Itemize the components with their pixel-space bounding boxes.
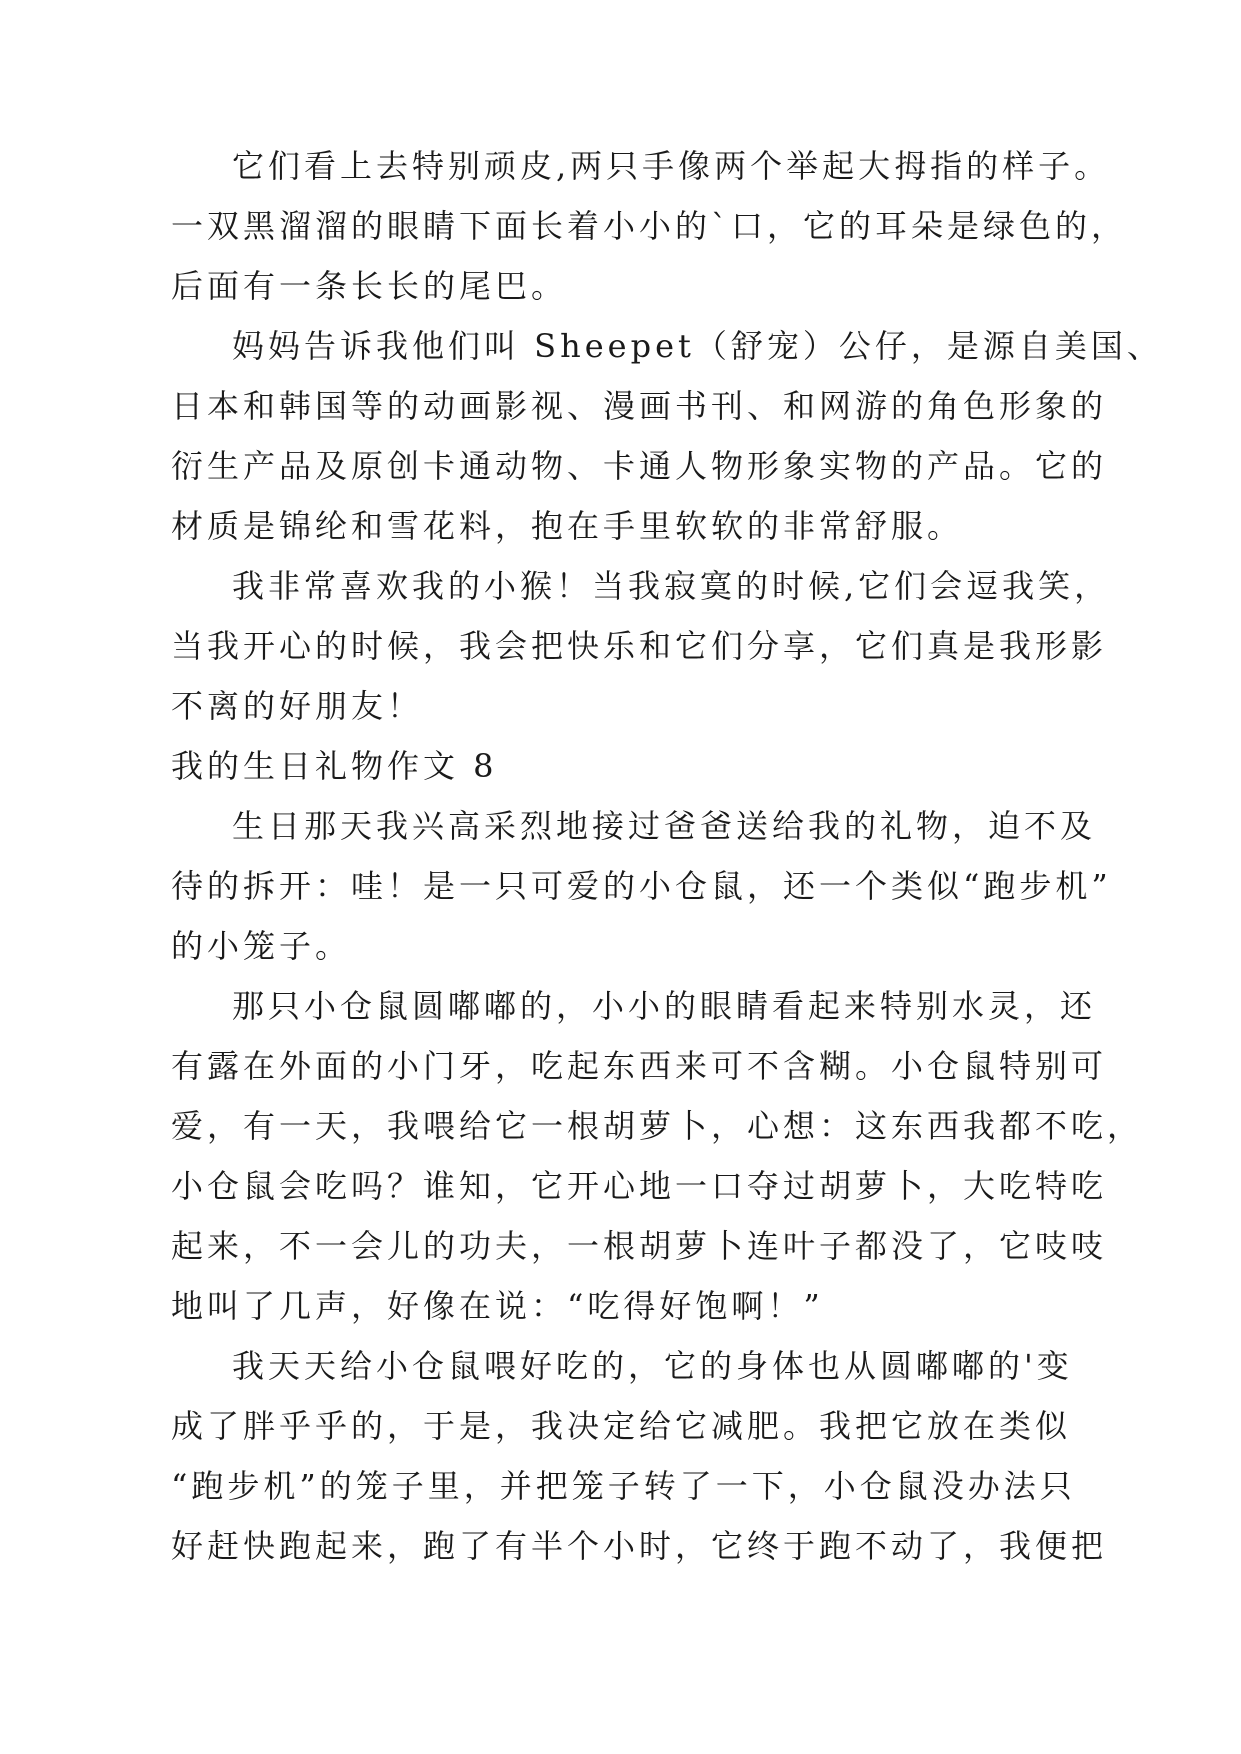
text-line: 有露在外面的小门牙，吃起东西来可不含糊。小仓鼠特别可	[171, 1047, 1108, 1085]
text-line: 妈妈告诉我他们叫 Sheepet（舒宠）公仔，是源自美国、	[232, 327, 1163, 365]
text-line: 爱，有一天，我喂给它一根胡萝卜，心想：这东西我都不吃，	[171, 1107, 1144, 1145]
text-line: 生日那天我兴高采烈地接过爸爸送给我的礼物，迫不及	[232, 807, 1097, 845]
text-line: 的小笼子。	[171, 927, 352, 965]
text-line: 那只小仓鼠圆嘟嘟的，小小的眼睛看起来特别水灵，还	[232, 987, 1097, 1025]
text-line: 一双黑溜溜的眼睛下面长着小小的`口，它的耳朵是绿色的，	[171, 207, 1128, 245]
text-line: 地叫了几声，好像在说：“吃得好饱啊！”	[171, 1287, 824, 1325]
text-line: 当我开心的时候，我会把快乐和它们分享，它们真是我形影	[171, 627, 1108, 665]
text-line: 它们看上去特别顽皮,两只手像两个举起大拇指的样子。	[232, 147, 1111, 185]
text-line: 我天天给小仓鼠喂好吃的，它的身体也从圆嘟嘟的'变	[232, 1347, 1073, 1385]
text-line: 好赶快跑起来，跑了有半个小时，它终于跑不动了，我便把	[171, 1527, 1108, 1565]
text-line: 材质是锦纶和雪花料，抱在手里软软的非常舒服。	[171, 507, 964, 545]
text-line: “跑步机”的笼子里，并把笼子转了一下，小仓鼠没办法只	[171, 1467, 1076, 1505]
text-line: 日本和韩国等的动画影视、漫画书刊、和网游的角色形象的	[171, 387, 1108, 425]
section-title: 我的生日礼物作文 8	[171, 747, 498, 785]
text-line: 起来，不一会儿的功夫，一根胡萝卜连叶子都没了，它吱吱	[171, 1227, 1108, 1265]
text-line: 衍生产品及原创卡通动物、卡通人物形象实物的产品。它的	[171, 447, 1108, 485]
text-line: 成了胖乎乎的，于是，我决定给它减肥。我把它放在类似	[171, 1407, 1072, 1445]
text-line: 我非常喜欢我的小猴！当我寂寞的时候,它们会逗我笑，	[232, 567, 1111, 605]
text-line: 待的拆开：哇！是一只可爱的小仓鼠，还一个类似“跑步机”	[171, 867, 1112, 905]
text-line: 小仓鼠会吃吗？谁知，它开心地一口夺过胡萝卜，大吃特吃	[171, 1167, 1108, 1205]
text-line: 不离的好朋友！	[171, 687, 424, 725]
text-line: 后面有一条长长的尾巴。	[171, 267, 568, 305]
